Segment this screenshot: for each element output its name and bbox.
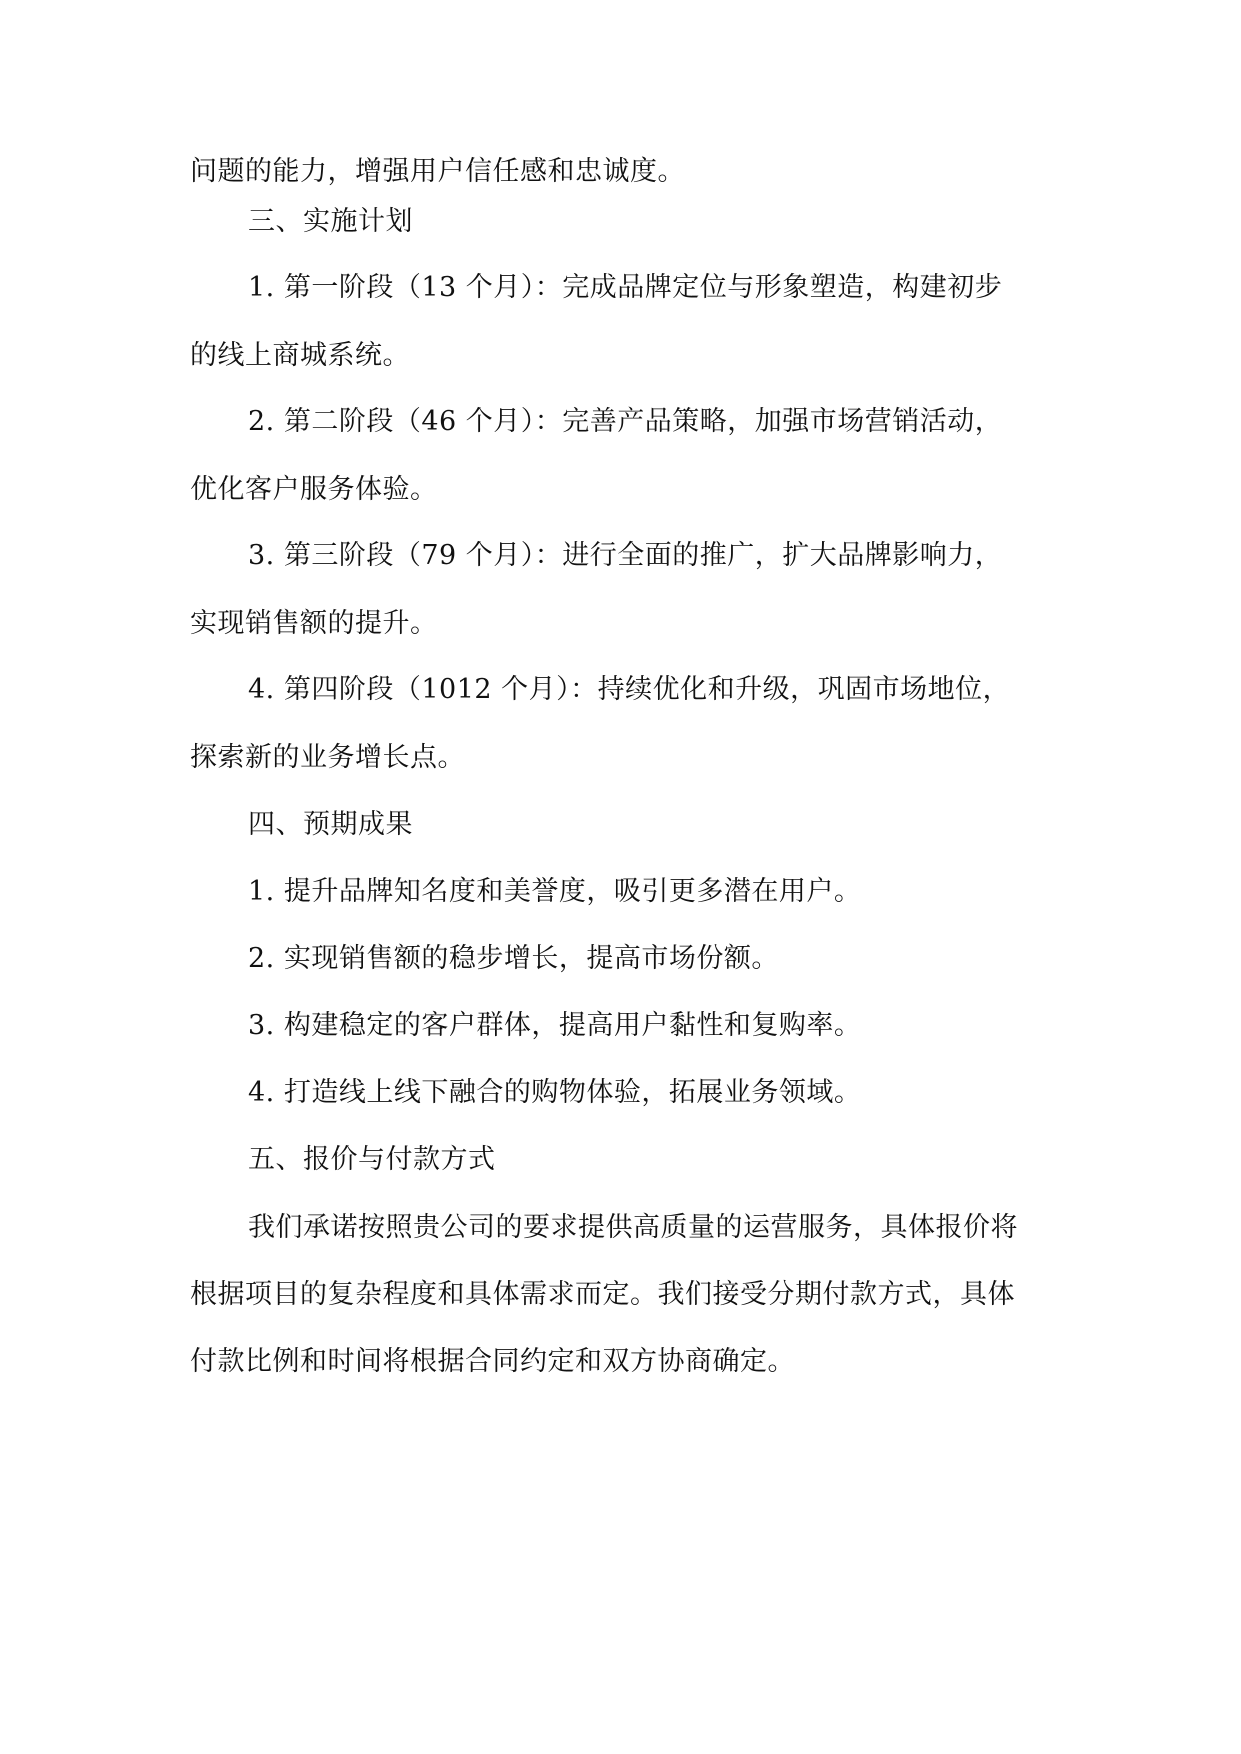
section-heading-expected-results: 四、预期成果	[248, 809, 413, 840]
result-item-3: 3. 构建稳定的客户群体，提高用户黏性和复购率。	[248, 1010, 862, 1041]
section-heading-quote-payment: 五、报价与付款方式	[248, 1144, 496, 1175]
result-item-2: 2. 实现销售额的稳步增长，提高市场份额。	[248, 943, 779, 974]
phase-2-line: 2. 第二阶段（46 个月）：完善产品策略，加强市场营销活动，	[248, 406, 1003, 437]
paragraph-line: 问题的能力，增强用户信任感和忠诚度。	[190, 156, 685, 187]
phase-2-continuation: 优化客户服务体验。	[190, 474, 438, 505]
paragraph-line: 根据项目的复杂程度和具体需求而定。我们接受分期付款方式，具体	[190, 1279, 1015, 1310]
phase-4-line: 4. 第四阶段（1012 个月）：持续优化和升级，巩固市场地位，	[248, 674, 1011, 705]
paragraph-line: 我们承诺按照贵公司的要求提供高质量的运营服务，具体报价将	[248, 1212, 1018, 1243]
phase-3-line: 3. 第三阶段（79 个月）：进行全面的推广，扩大品牌影响力，	[248, 540, 1003, 571]
phase-4-continuation: 探索新的业务增长点。	[190, 742, 465, 773]
phase-1-line: 1. 第一阶段（13 个月）：完成品牌定位与形象塑造，构建初步	[248, 272, 1003, 303]
phase-1-continuation: 的线上商城系统。	[190, 340, 410, 371]
result-item-1: 1. 提升品牌知名度和美誉度，吸引更多潜在用户。	[248, 876, 862, 907]
section-heading-implementation-plan: 三、实施计划	[248, 206, 413, 237]
paragraph-line: 付款比例和时间将根据合同约定和双方协商确定。	[190, 1346, 795, 1377]
result-item-4: 4. 打造线上线下融合的购物体验，拓展业务领域。	[248, 1077, 862, 1108]
phase-3-continuation: 实现销售额的提升。	[190, 608, 438, 639]
